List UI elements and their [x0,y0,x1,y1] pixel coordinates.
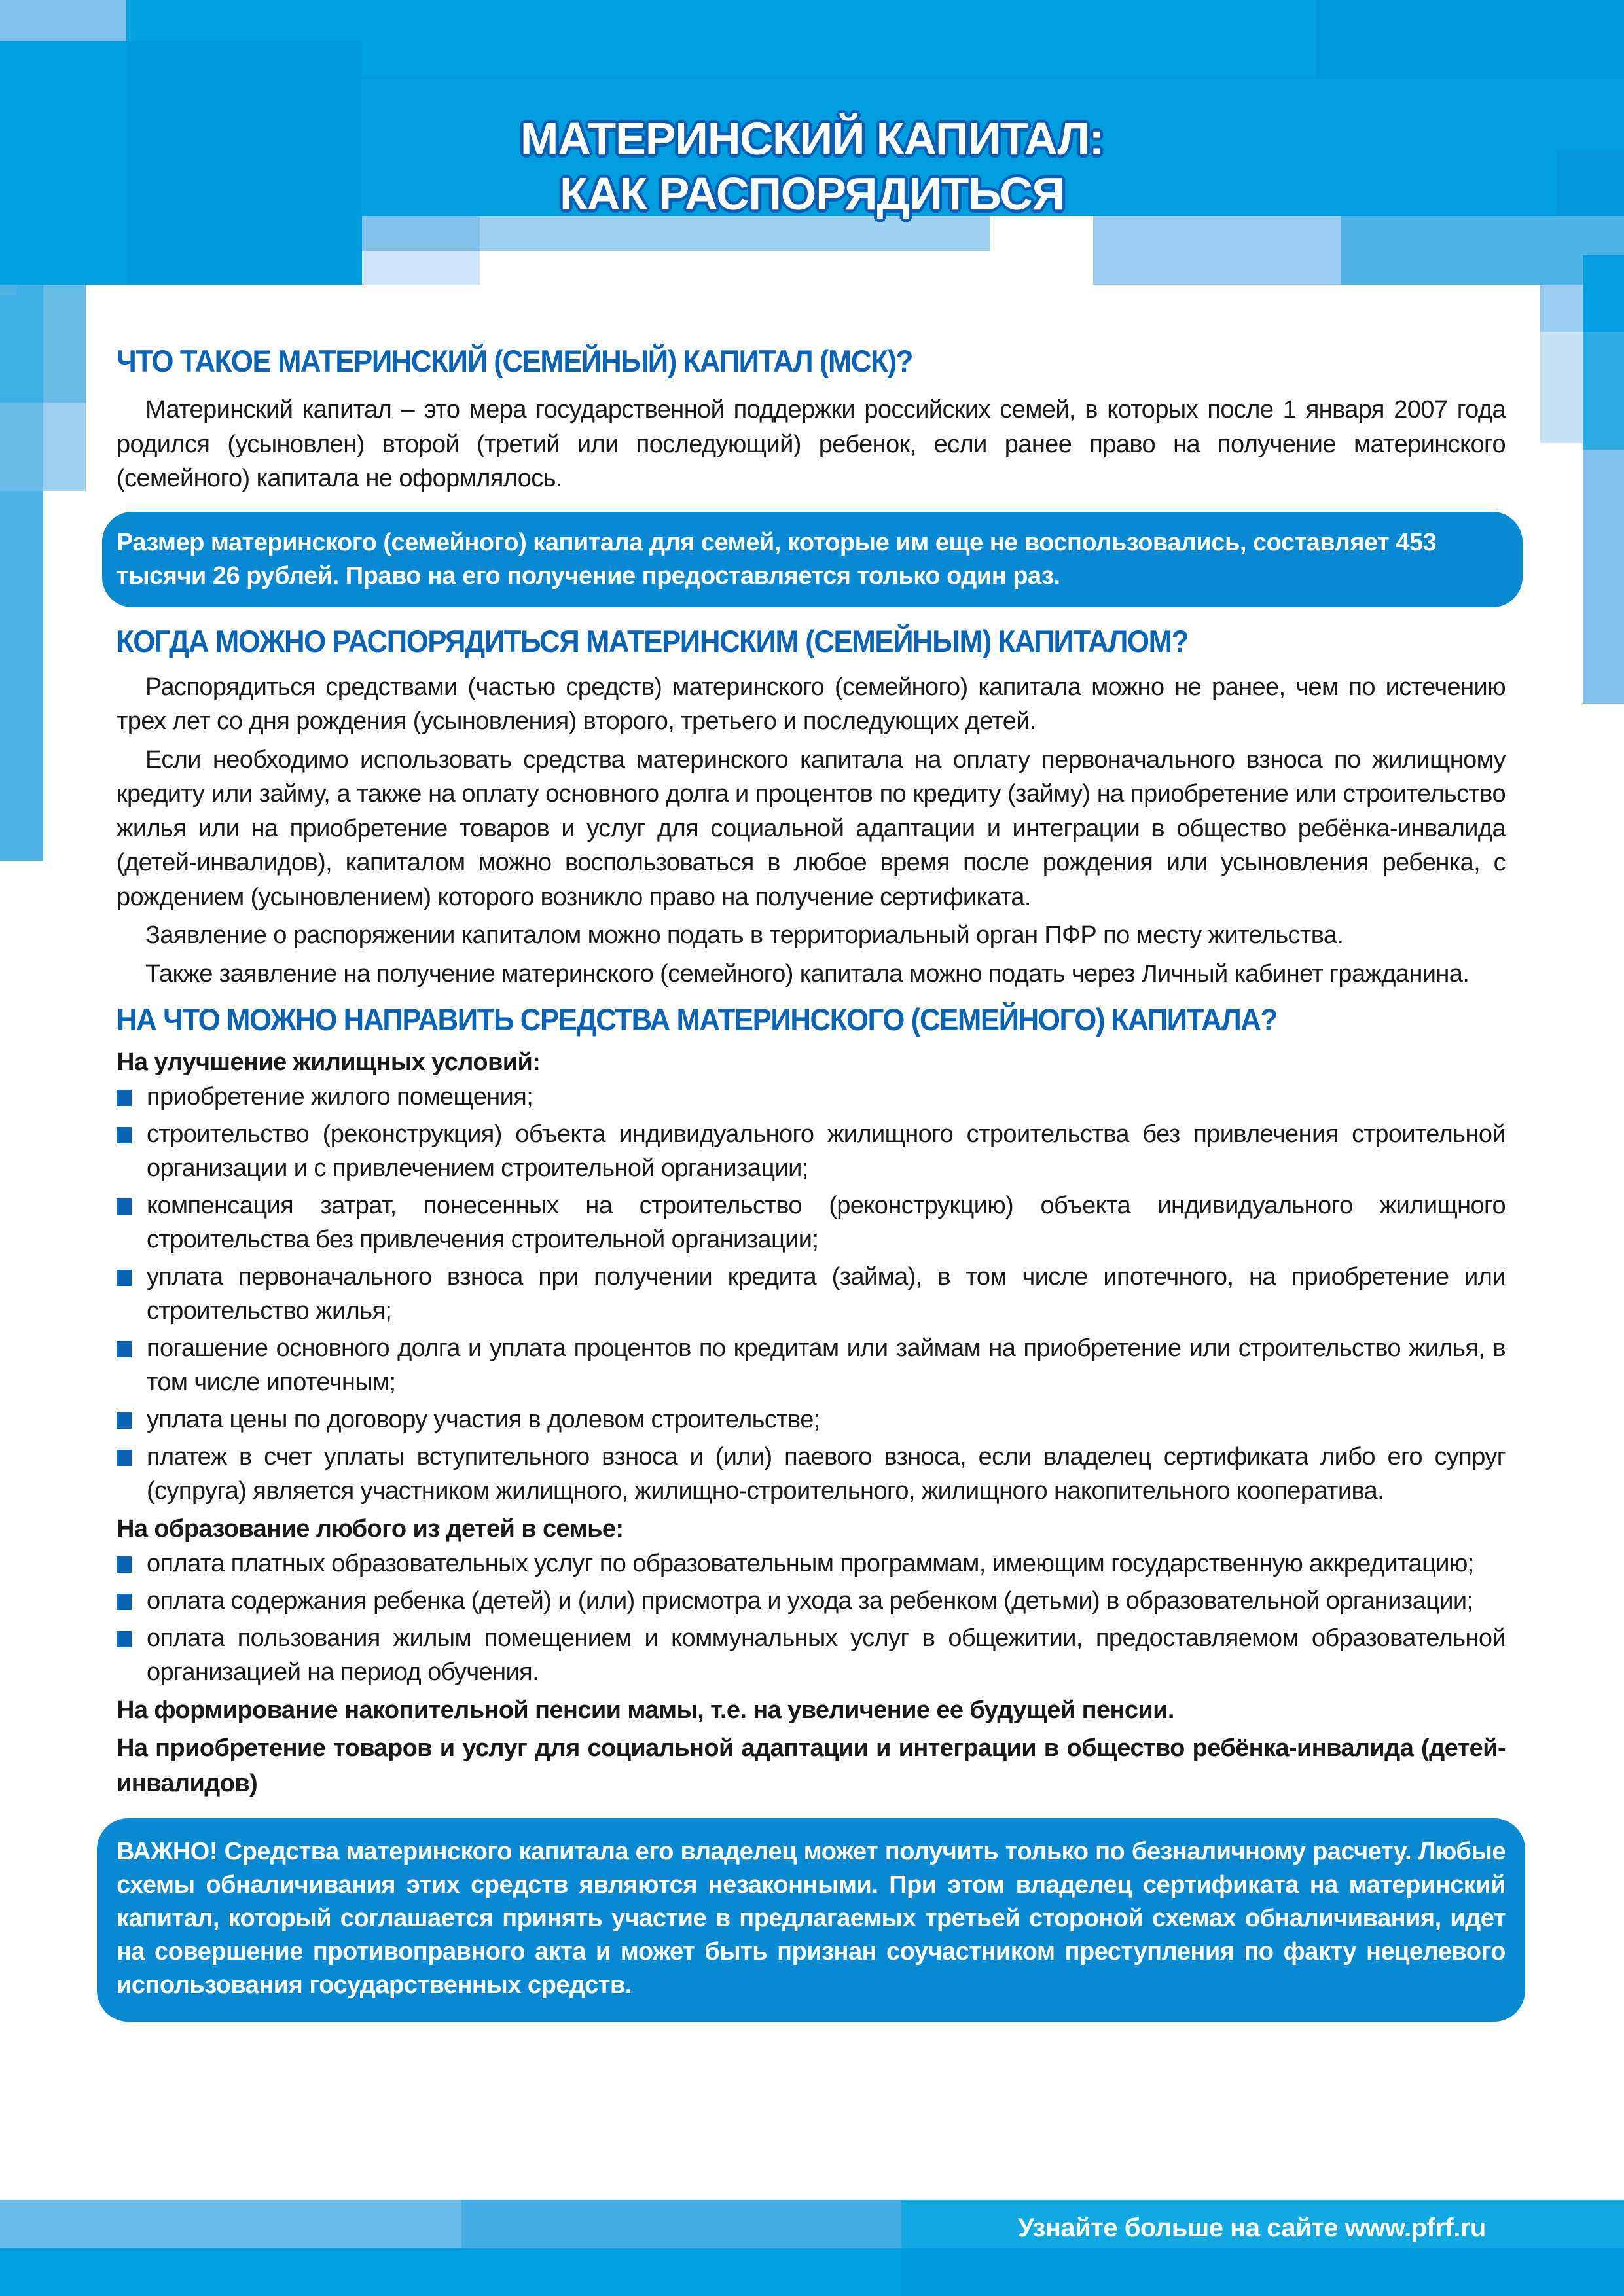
mosaic-tile [0,491,43,612]
mosaic-tile [480,251,990,285]
list-item [117,1189,1506,1257]
square-bullet-icon [117,1594,132,1610]
mosaic-tile [1341,216,1624,285]
section-heading: ЧТО ТАКОЕ МАТЕРИНСКИЙ (СЕМЕЙНЫЙ) КАПИТАЛ (МСК)? [117,344,912,378]
square-bullet-icon [117,1341,132,1357]
education-list [117,1547,1506,1689]
list-item [117,1403,1506,1437]
section-heading: НА ЧТО МОЖНО НАПРАВИТЬ СРЕДСТВА МАТЕРИНСКОГО (СЕМЕЙНОГО) КАПИТАЛА? [117,1002,1277,1037]
main-content [117,327,1506,2022]
callout-text: Размер материнского (семейного) капитала для семей, которые им еще не воспользовались, составляет 453 тысячи 26 рублей. Право на его получение предоставляется только один раз. [117,528,1437,590]
paragraph: Заявление о распоряжении капиталом можно подать в территориальный орган ПФР по месту жительства. [145,922,1344,949]
list-item-text: уплата первоначального взноса при получении кредита (займа), в том числе ипотечного, на приобретение или строительство жилья; [147,1263,1506,1325]
housing-list [117,1080,1506,1508]
list-item [117,1584,1506,1618]
list-item [117,1080,1506,1114]
square-bullet-icon [117,1631,132,1647]
square-bullet-icon [117,1412,132,1429]
mosaic-tile [0,285,16,295]
warning-callout [97,1818,1525,2022]
mosaic-tile [1093,216,1341,285]
disabled-subheading: На приобретение товаров и услуг для социальной адаптации и интеграции в общество ребёнка-инвалида (детей-инвалидов) [117,1734,1506,1797]
title-line-2: КАК РАСПОРЯДИТЬСЯ [560,168,1064,219]
list-item [117,1440,1506,1508]
paragraph: Материнский капитал – это мера государственной поддержки российских семей, в которых после 1 января 2007 года родился (усыновлен) второй (третий или последующий) ребенок, если ранее право на получение материнского (семейного) капитала не оформлялось. [117,396,1506,492]
list-item [117,1547,1506,1581]
mosaic-tile [43,285,86,403]
list-item [117,1117,1506,1185]
list-item-text: уплата цены по договору участия в долевом строительстве; [147,1406,820,1433]
mosaic-tile [461,2248,901,2296]
mosaic-tile [1540,285,1583,332]
title-line-1: МАТЕРИНСКИЙ КАПИТАЛ: [520,113,1104,164]
list-item [117,1621,1506,1689]
square-bullet-icon [117,1450,132,1466]
paragraph: Распорядиться средствами (частью средств) материнского (семейного) капитала можно не ранее, чем по истечению трех лет со дня рождения (усыновления) второго, третьего и последующих детей. [117,673,1506,735]
list-item-text: оплата пользования жилым помещением и коммунальных услуг в общежитии, предоставляемом образовательной организацией на период обучения. [147,1624,1506,1686]
pension-subheading: На формирование накопительной пенсии мамы, т.е. на увеличение ее будущей пенсии. [117,1696,1174,1724]
square-bullet-icon [117,1127,132,1143]
mosaic-tile [461,2200,901,2248]
section-heading: КОГДА МОЖНО РАСПОРЯДИТЬСЯ МАТЕРИНСКИМ (СЕМЕЙНЫМ) КАПИТАЛОМ? [117,623,1188,658]
square-bullet-icon [117,1270,132,1286]
mosaic-tile [1583,332,1624,450]
mosaic-tile [0,403,43,491]
section-when [117,622,1506,992]
list-item-text: погашение основного долга и уплата процентов по кредитам или займам на приобретение или строительство жилья, в том числе ипотечным; [147,1335,1506,1396]
list-item-text: строительство (реконструкция) объекта индивидуального жилищного строительства без привлечения строительной организации и с привлечением строительной организации; [147,1121,1506,1182]
mosaic-tile [901,2248,1624,2296]
square-bullet-icon [117,1556,132,1573]
amount-callout [102,512,1523,607]
mosaic-tile [1583,450,1624,704]
website-link[interactable]: Узнайте больше на сайте www.pfrf.ru [1018,2214,1486,2242]
list-item-text: приобретение жилого помещения; [147,1083,533,1111]
mosaic-tile [0,612,43,861]
mosaic-tile [0,2248,461,2296]
mosaic-tile [1316,0,1624,79]
mosaic-tile [1540,332,1583,443]
warning-text: ВАЖНО! Средства материнского капитала его владелец может получить только по безналичному расчету. Любые схемы обналичивания этих средств являются незаконными. При этом владелец сертификата на материнский капитал, который соглашается принять участие в предлагаемых третьей стороной схемах обналичивания, идет на совершение противоправного акта и может быть признан соучастником преступления по факту нецелевого использования государственных средств. [117,1838,1506,1999]
housing-subheading: На улучшение жилищных условий: [117,1049,541,1076]
section-what-for [117,1000,1506,1801]
section-what-is [117,342,1506,607]
list-item-text: оплата платных образовательных услуг по образовательным программам, имеющим государственную аккредитацию; [147,1550,1474,1577]
mosaic-tile [0,0,126,41]
mosaic-tile [1583,255,1624,332]
list-item [117,1331,1506,1399]
list-item-text: оплата содержания ребенка (детей) и (или) присмотра и ухода за ребенком (детьми) в образовательной организации; [147,1587,1473,1615]
list-item-text: компенсация затрат, понесенных на строительство (реконструкцию) объекта индивидуального жилищного строительства без привлечения строительной организации; [147,1192,1506,1253]
square-bullet-icon [117,1198,132,1215]
mosaic-tile [362,251,480,285]
paragraph: Если необходимо использовать средства материнского капитала на оплату первоначального взноса по жилищному кредиту или займу, а также на оплату основного долга и процентов по кредиту (займу) на приобретение или строительство жилья или на приобретение товаров и услуг для социальной адаптации и интеграции в общество ребёнка-инвалида (детей-инвалидов), капиталом можно воспользоваться в любое время после рождения или усыновления ребенка, с рождением (усыновлением) которого возникло право на получение сертификата. [117,745,1506,911]
mosaic-tile [43,403,86,491]
page-title [0,111,1624,221]
education-subheading: На образование любого из детей в семье: [117,1515,624,1543]
list-item-text: платеж в счет уплаты вступительного взноса и (или) паевого взноса, если владелец сертификата либо его супруг (супруга) является участником жилищного, жилищно-строительного, жилищного накопительного кооператива. [147,1443,1506,1505]
mosaic-tile [0,285,43,403]
mosaic-tile [0,2200,461,2248]
list-item [117,1260,1506,1328]
square-bullet-icon [117,1090,132,1106]
paragraph: Также заявление на получение материнского (семейного) капитала можно подать через Личный кабинет гражданина. [145,960,1470,988]
